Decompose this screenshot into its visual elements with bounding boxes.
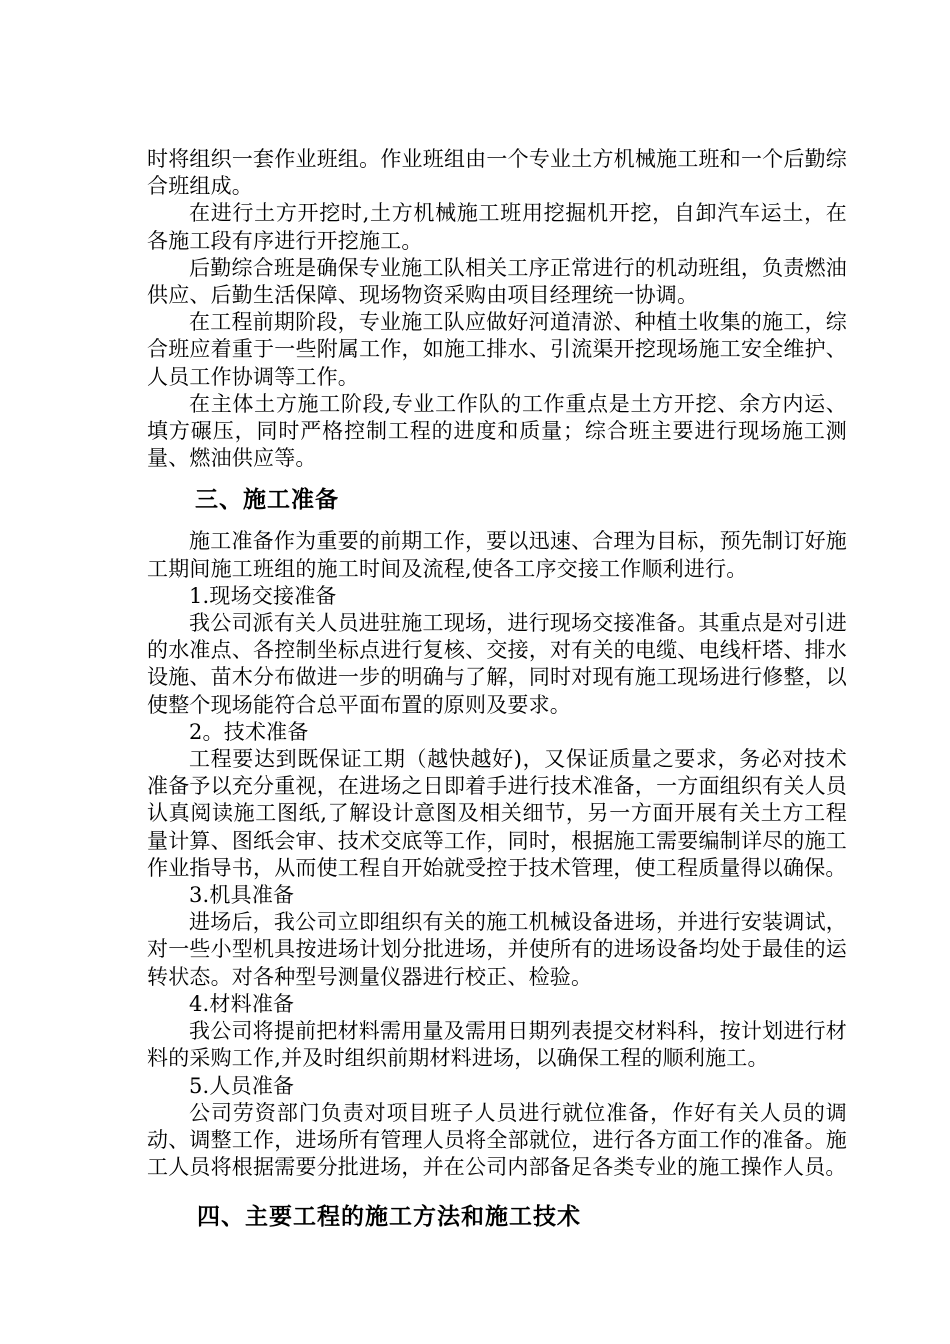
section-heading: 四、主要工程的施工方法和施工技术 (197, 1204, 581, 1231)
subsection-title: 5.人员准备 (189, 1073, 295, 1098)
section-2-continuation (147, 146, 847, 472)
section-heading: 三、施工准备 (195, 487, 339, 514)
document-page (147, 146, 847, 1245)
paragraph: 我公司将提前把材料需用量及需用日期列表提交材料科，按计划进行材料的采购工作,并及时组织前期材料进场，以确保工程的顺利施工。 (147, 1019, 847, 1071)
subsection-title: 2。技术准备 (189, 719, 309, 744)
subsection-title: 3.机具准备 (189, 883, 295, 908)
paragraph: 施工准备作为重要的前期工作，要以迅速、合理为目标，预先制订好施工期间施工班组的施工时间及流程,使各工序交接工作顺利进行。 (147, 529, 847, 581)
subsection-title: 4.材料准备 (189, 991, 295, 1016)
paragraph: 后勤综合班是确保专业施工队相关工序正常进行的机动班组，负责燃油供应、后勤生活保障、现场物资采购由项目经理统一协调。 (147, 255, 847, 308)
spacer (147, 1181, 847, 1189)
section-3-body (147, 528, 847, 1181)
paragraph: 在工程前期阶段，专业施工队应做好河道清淤、种植土收集的施工，综合班应着重于一些附属工作，如施工排水、引流渠开挖现场施工安全维护、人员工作协调等工作。 (147, 310, 847, 389)
paragraph: 公司劳资部门负责对项目班子人员进行就位准备，作好有关人员的调动、调整工作，进场所有管理人员将全部就位，进行各方面工作的准备。施工人员将根据需要分批进场，并在公司内部备足各类专业的施工操作人员。 (147, 1100, 847, 1180)
paragraph: 在主体土方施工阶段,专业工作队的工作重点是土方开挖、余方内运、填方碾压，同时严格控制工程的进度和质量；综合班主要进行现场施工测量、燃油供应等。 (147, 391, 847, 471)
paragraph: 在进行土方开挖时,土方机械施工班用挖掘机开挖，自卸汽车运土，在各施工段有序进行开挖施工。 (147, 201, 847, 253)
paragraph: 进场后，我公司立即组织有关的施工机械设备进场，并进行安装调试，对一些小型机具按进场计划分批进场，并使所有的进场设备均处于最佳的运转状态。对各种型号测量仪器进行校正、检验。 (147, 910, 847, 989)
paragraph: 工程要达到既保证工期（越快越好)，又保证质量之要求，务必对技术准备予以充分重视，在进场之日即着手进行技术准备，一方面组织有关人员认真阅读施工图纸,了解设计意图及相关细节，另一方面开展有关土方工程量计算、图纸会审、技术交底等工作，同时，根据施工需要编制详尽的施工作业指导书，从而使工程自开始就受控于技术管理，使工程质量得以确保。 (147, 747, 847, 880)
paragraph: 我公司派有关人员进驻施工现场，进行现场交接准备。其重点是对引进的水准点、各控制坐标点进行复核、交接，对有关的电缆、电线杆塔、排水设施、苗木分布做进一步的明确与了解，同时对现有施工现场进行修整，以使整个现场能符合总平面布置的原则及要求。 (147, 611, 847, 717)
paragraph: 时将组织一套作业班组。作业班组由一个专业土方机械施工班和一个后勤综合班组成。 (147, 147, 847, 199)
subsection-title: 1.现场交接准备 (189, 583, 337, 608)
